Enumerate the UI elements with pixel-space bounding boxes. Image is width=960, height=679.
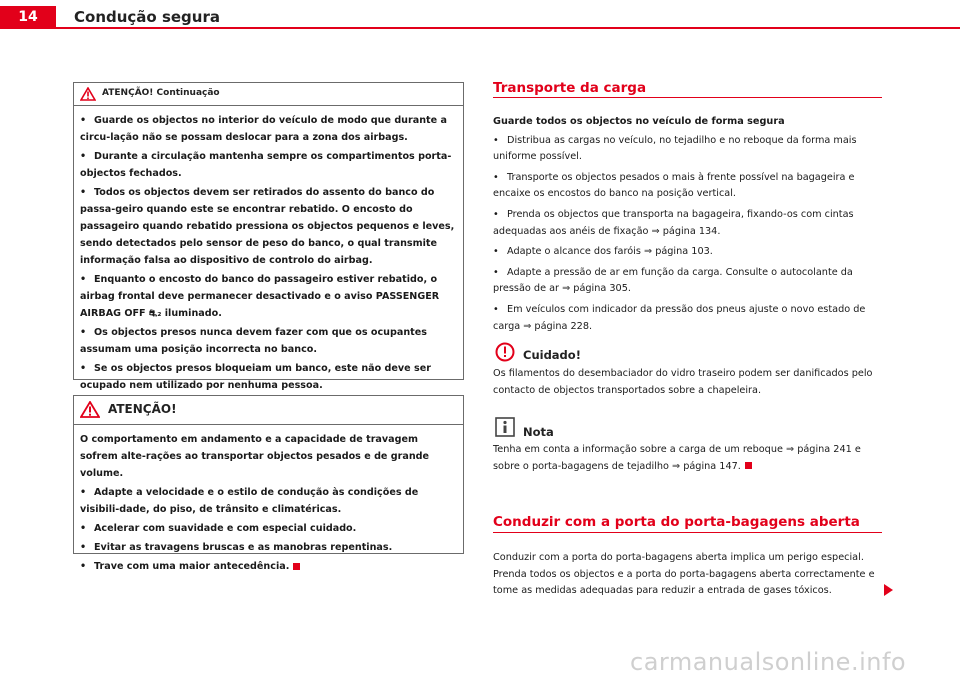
list-item: • Distribua as cargas no veículo, no tejadilho e no reboque da forma mais uniforme possível.: [493, 134, 857, 163]
warning-box-continued: [73, 82, 464, 391]
list-item: • Transporte os objectos pesados o mais à frente possível na bagageira e encaixe os encostos do banco na posição vertical.: [493, 171, 855, 200]
end-mark-icon: [293, 563, 300, 570]
list-item: • Os objectos presos nunca devem fazer com que os ocupantes assumam uma posição incorrecta no banco.: [80, 327, 427, 355]
warning-box: [73, 395, 464, 572]
note-text: Tenha em conta a informação sobre a carga de um reboque ⇒ página 241 e sobre o porta-bagagens de tejadilho ⇒ página 147.: [493, 444, 861, 472]
watermark: carmanualsonline.info: [630, 648, 907, 676]
warning-box-label: ATENÇÃO!: [108, 402, 177, 416]
list-item: • Em veículos com indicador da pressão dos pneus ajuste o novo estado de carga ⇒ página 228.: [493, 303, 866, 332]
continue-arrow-icon: [884, 584, 893, 596]
header-divider: [0, 27, 960, 29]
list-item: • Adapte a pressão de ar em função da carga. Consulte o autocolante da pressão de ar ⇒ página 305.: [493, 266, 853, 295]
list-item: • Adapte a velocidade e o estilo de condução às condições de visibili-dade, do piso, de trânsito e climatéricas.: [80, 487, 419, 515]
list-item: • Todos os objectos devem ser retirados do assento do banco do passa-geiro quando este se encontrar rebatido. O encosto do passageiro quando rebatido pressiona os objectos pequenos e leves, sendo detectados pelo sensor de peso do banco, o qual transmite informação falsa ao dispositivo de controlo do airbag.: [80, 187, 455, 266]
list-item: • Adapte o alcance dos faróis ⇒ página 103.: [493, 246, 713, 258]
warning-intro: O comportamento em andamento e a capacidade de travagem sofrem alte-rações ao transportar objectos pesados e de grande volume.: [80, 434, 430, 479]
caution-icon: [495, 342, 515, 362]
warning-box-body: [74, 425, 463, 575]
warning-triangle-icon: [80, 401, 100, 418]
list-item: • Enquanto o encosto do banco do passageiro estiver rebatido, o airbag frontal deve permanecer desactivado e o aviso PASSENGER AIRBAG OFF ⛐₂ iluminado.: [80, 274, 440, 319]
list-item: • Acelerar com suavidade e com especial cuidado.: [80, 523, 357, 534]
list-item: • Evitar as travagens bruscas e as manobras repentinas.: [80, 542, 393, 553]
list-item: • Se os objectos presos bloqueiam um banco, este não deve ser ocupado nem utilizado por nenhuma pessoa.: [80, 363, 431, 391]
warning-box-label: ATENÇÃO! Continuação: [102, 88, 220, 98]
open-tailgate-text: Conduzir com a porta do porta-bagagens aberta implica um perigo especial. Prenda todos os objectos e a porta do porta-bagagens aberta correctamente e tome as medidas adequadas para reduzir a entrada de gases tóxicos.: [493, 552, 875, 597]
caution-text: Os filamentos do desembaciador do vidro traseiro podem ser danificados pelo contacto de objectos transportados sobre a chapeleira.: [493, 368, 873, 396]
section-divider: [493, 97, 882, 98]
cargo-subhead: Guarde todos os objectos no veículo de forma segura: [493, 116, 785, 127]
warning-box-body: [74, 106, 463, 394]
list-item: • Trave com uma maior antecedência.: [80, 558, 457, 575]
section-title-open-tailgate: Conduzir com a porta do porta-bagagens aberta: [493, 514, 860, 530]
note-title: Nota: [523, 425, 554, 439]
page-number: 14: [0, 6, 56, 28]
end-mark-icon: [745, 462, 752, 469]
list-item: • Durante a circulação mantenha sempre os compartimentos porta-objectos fechados.: [80, 151, 452, 179]
section-divider: [493, 532, 882, 533]
caution-title: Cuidado!: [523, 348, 581, 362]
note-info-icon: [495, 417, 515, 437]
list-item: • Guarde os objectos no interior do veículo de modo que durante a circu-lação não se possam deslocar para a zona dos airbags.: [80, 115, 447, 143]
section-title-cargo: Transporte da carga: [493, 80, 647, 96]
cargo-content: [493, 114, 883, 339]
warning-box-header: [74, 396, 463, 425]
warning-box-header: [74, 83, 463, 106]
warning-triangle-icon: [80, 87, 96, 101]
list-item: • Prenda os objectos que transporta na bagageira, fixando-os com cintas adequadas aos anéis de fixação ⇒ página 134.: [493, 208, 854, 237]
page-header: [0, 0, 960, 28]
page-title: Condução segura: [74, 8, 220, 26]
